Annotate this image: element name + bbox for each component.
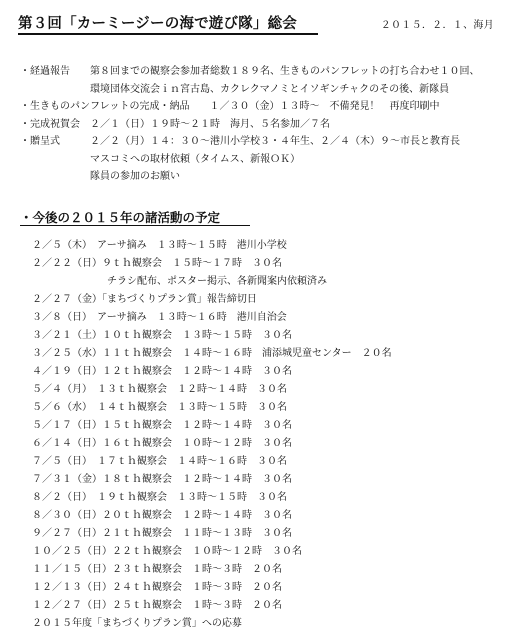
- report-label: ・贈呈式: [20, 136, 60, 147]
- schedule-item: ４／１９（日）１２ｔｈ観察会 １２時～１４時 ３０名: [32, 366, 292, 377]
- schedule-list: [32, 237, 500, 633]
- schedule-item: ３／８（日） アーサ摘み １３時～１６時 港川自治会: [32, 312, 287, 323]
- schedule-item: ５／６（水） １４ｔｈ観察会 １３時～１５時 ３０名: [32, 402, 287, 413]
- report-label: ・完成祝賀会: [20, 118, 80, 130]
- schedule-item: ３／２１（土）１０ｔｈ観察会 １３時～１５時 ３０名: [32, 330, 292, 341]
- schedule-item: ７／３１（金）１８ｔｈ観察会 １２時～１４時 ３０名: [32, 474, 292, 485]
- report-item: [20, 133, 500, 151]
- schedule-item: １０／２５（日）２２ｔｈ観察会 １０時～１２時 ３０名: [32, 546, 302, 557]
- schedule-item: ５／４（月） １３ｔｈ観察会 １２時～１４時 ３０名: [32, 384, 287, 395]
- schedule-item: ９／２７（日）２１ｔｈ観察会 １１時～１３時 ３０名: [32, 528, 292, 539]
- report-text: 第８回までの観察会参加者総数１８９名、生きものパンフレットの打ち合わせ１０回、: [90, 66, 480, 77]
- schedule-item: ３／２５（水）１１ｔｈ観察会 １４時～１６時 浦添城児童センター ２０名: [32, 348, 392, 359]
- report-item-continued: [20, 168, 500, 186]
- schedule-item: ８／２（日） １９ｔｈ観察会 １３時～１５時 ３０名: [32, 492, 287, 503]
- schedule-item: ５／１７（日）１５ｔｈ観察会 １２時～１４時 ３０名: [32, 420, 292, 431]
- report-label: ・経過報告: [20, 66, 70, 77]
- document-date: ２０１５．２．１、海月: [380, 20, 494, 31]
- section-heading: ・今後の２０１５年の諸活動の予定: [20, 210, 221, 225]
- header: [18, 12, 498, 34]
- schedule-item: ２／５（木） アーサ摘み １３時～１５時 港川小学校: [32, 240, 287, 251]
- heading-underline: [20, 225, 250, 226]
- schedule-item: ２／２７（金）「まちづくりプラン賞」報告締切日: [32, 294, 257, 305]
- report-item: [20, 63, 500, 81]
- title-underline: [18, 33, 318, 35]
- schedule-item: ２／２２（日）９ｔｈ観察会 １５時～１７時 ３０名: [32, 258, 282, 269]
- schedule-item: １１／１５（日）２３ｔｈ観察会 １時～３時 ２０名: [32, 564, 282, 575]
- schedule-item: ７／５（日） １７ｔｈ観察会 １４時～１６時 ３０名: [32, 456, 287, 467]
- schedule-item: ８／３０（日）２０ｔｈ観察会 １２時～１４時 ３０名: [32, 510, 292, 521]
- report-text: マスコミへの取材依頼（タイムス、新報ＯＫ）: [90, 153, 301, 165]
- page-title: 第３回「カーミージーの海で遊び隊」総会: [18, 16, 298, 32]
- schedule-item: ２０１５年度「まちづくりプラン賞」への応募: [32, 618, 242, 629]
- schedule-item: ６／１４（日）１６ｔｈ観察会 １０時～１２時 ３０名: [32, 438, 292, 449]
- report-text: ２／１（日）１９時～２１時 海月、５名参加／７名: [90, 118, 330, 130]
- report-text: ２／２（月）１４：３０～港川小学校３・４年生、２／４（木）９～市長と教育長: [90, 136, 460, 147]
- report-item-continued: [20, 151, 500, 169]
- report-text: 隊員の参加のお願い: [90, 171, 180, 182]
- schedule-item: １２／２７（日）２５ｔｈ観察会 １時～３時 ２０名: [32, 600, 282, 611]
- report-item: [20, 98, 500, 116]
- report-item: [20, 116, 500, 134]
- report-item-continued: [20, 81, 500, 99]
- schedule-item: １２／１３（日）２４ｔｈ観察会 １時～３時 ２０名: [32, 582, 282, 593]
- report-text: 環境団体交流会ｉｎ宮古島、カクレクマノミとイソギンチャクのその後、新隊員: [90, 83, 450, 95]
- reports-section: [20, 63, 500, 186]
- schedule-note: チラシ配布、ポスター掲示、各新聞案内依頼済み: [107, 276, 327, 287]
- report-label: ・生きものパンフレットの完成・納品 １／３０（金）１３時～ 不備発見！ 再度印刷中: [20, 101, 440, 112]
